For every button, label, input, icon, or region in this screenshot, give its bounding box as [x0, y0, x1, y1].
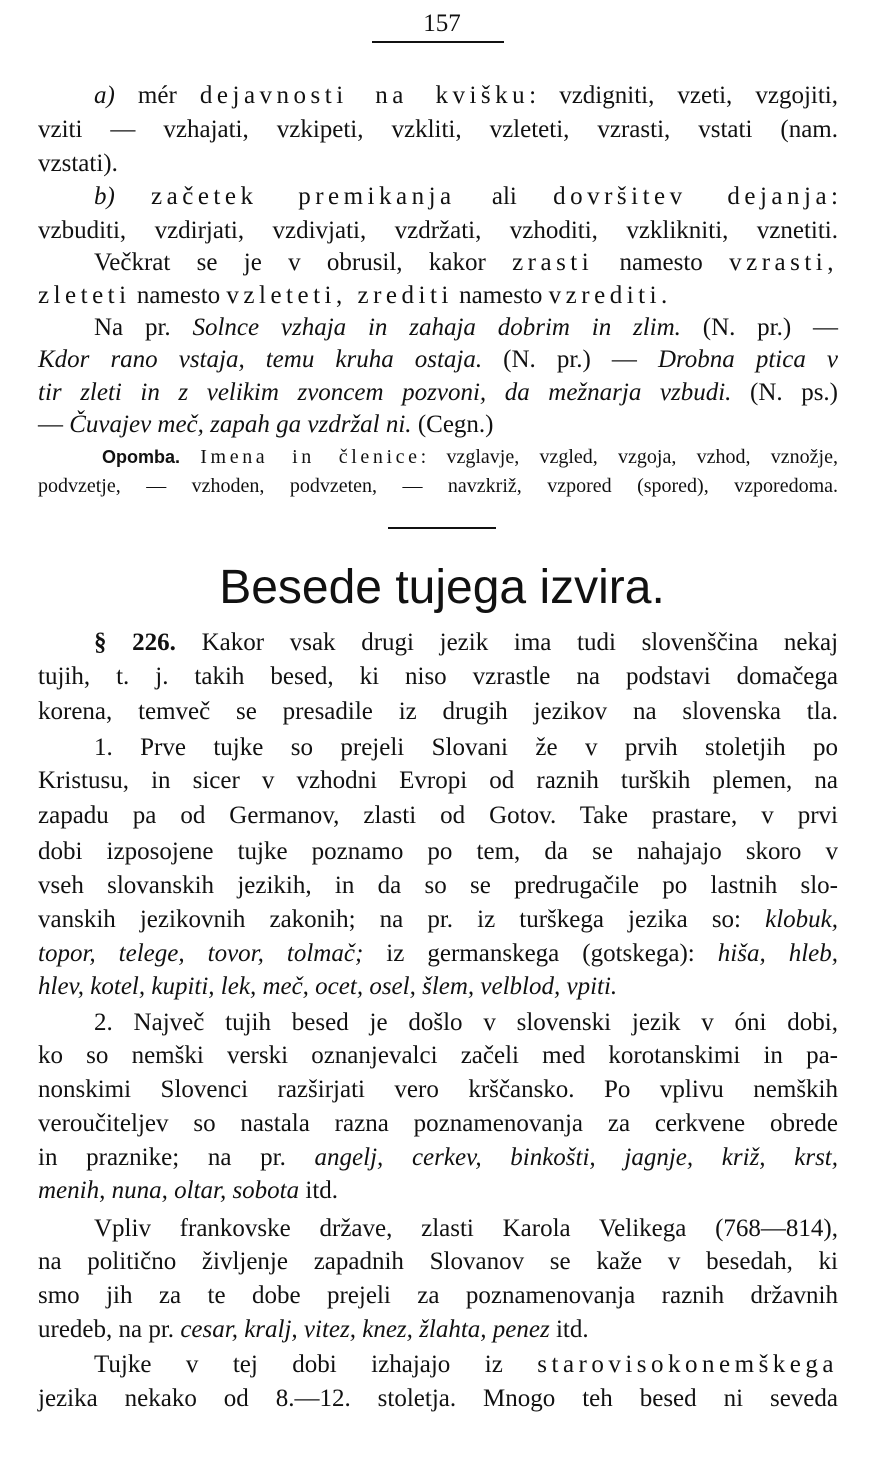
text-run: dobi izposojene tujke poznamo po tem, da se nahajajo skoro v: [38, 838, 838, 865]
text-run: Vpliv frankovske države, zlasti Karola Velikega (768—814),: [94, 1215, 838, 1242]
note-text: podvzetje, — vzhoden, podvzeten, — navzkriž, vzpored (spored), vzporedoma.: [38, 475, 838, 497]
text-line: [38, 904, 838, 936]
text-run: (N. pr.) —: [680, 314, 838, 341]
text-line: [38, 247, 838, 279]
text-run: namesto: [130, 282, 227, 309]
text-run: ko so nemški verski oznanjevalci začeli med korotanskimi in pa-: [38, 1042, 838, 1069]
italic-text: Solnce vzhaja in zahaja dobrim in zlim.: [192, 314, 681, 341]
text-line: [38, 1349, 838, 1381]
italic-text: topor, telege, tovor, tolmač;: [38, 940, 364, 967]
text-line: [38, 312, 838, 344]
text-line: [38, 80, 838, 112]
text-line: [38, 800, 838, 832]
text-line: [38, 661, 838, 693]
text-run: (N. pr.) —: [482, 346, 658, 373]
italic-text: Kdor rano vstaja, temu kruha ostaja.: [38, 346, 483, 373]
text-line: [38, 1175, 838, 1207]
spaced-text: zrasti: [512, 249, 594, 276]
text-line: [38, 627, 838, 659]
text-line: [38, 1280, 838, 1312]
text-run: ali: [455, 183, 554, 210]
italic-text: klobuk,: [765, 906, 838, 933]
text-line: [38, 377, 838, 409]
text-run: na politično življenje zapadnih Slovanov se kaže v besedah, ki: [38, 1248, 838, 1275]
text-line: [38, 1213, 838, 1245]
text-line: [38, 215, 838, 247]
text-run: vanskih jezikovnih zakonih; na pr. iz turškega jezika so:: [38, 906, 766, 933]
text-line: [38, 1040, 838, 1072]
text-run: itd.: [299, 1177, 339, 1204]
text-run: (Cegn.): [411, 411, 494, 438]
text-line: [38, 114, 838, 146]
spaced-text: vzleteti, zrediti: [226, 282, 453, 309]
text-line: [38, 870, 838, 902]
spaced-text: dejavnosti na kvišku: [199, 82, 530, 109]
italic-text: hiša, hleb,: [717, 940, 839, 967]
text-line: [38, 1314, 838, 1346]
text-run: tujih, t. j. takih besed, ki niso vzrastle na podstavi domačega: [38, 663, 838, 690]
text-line: [38, 1246, 838, 1278]
italic-text: angelj, cerkev, binkošti, jagnje, križ, krst,: [314, 1144, 838, 1171]
italic-text: Drobna ptica v: [657, 346, 838, 373]
note-spaced-term: Imena in členice: [200, 446, 421, 468]
page-number-rule: [372, 41, 504, 43]
text-line: [38, 409, 838, 441]
text-line: [38, 971, 838, 1003]
text-run: vseh slovanskih jezikih, in da so se predrugačile po lastnih slo-: [38, 872, 838, 899]
text-run: [115, 183, 151, 210]
text-line: [38, 1108, 838, 1140]
text-run: (N. ps.): [731, 379, 838, 406]
text-line: [38, 1383, 838, 1415]
text-run: korena, temveč se presadile iz drugih jezikov na slovenska tla.: [38, 698, 838, 725]
text-run: Na pr.: [94, 314, 193, 341]
spaced-text: dovršitev dejanja: [553, 183, 832, 210]
italic-text: menih, nuna, oltar, sobota: [38, 1177, 300, 1204]
text-run: vzstati).: [38, 150, 118, 177]
text-line: [38, 1074, 838, 1106]
text-run: Kakor vsak drugi jezik ima tudi slovenščina nekaj: [175, 629, 839, 656]
text-run: 1. Prve tujke so prejeli Slovani že v prvih stoletjih po: [94, 734, 838, 761]
text-line: [38, 765, 838, 797]
text-run: uredeb, na pr.: [38, 1316, 181, 1343]
text-run: Tujke v tej dobi izhajajo iz: [94, 1351, 538, 1378]
text-run: jezika nekako od 8.—12. stoletja. Mnogo teh besed ni seveda: [38, 1385, 838, 1412]
page-number: 157: [423, 10, 461, 37]
text-line: [38, 732, 838, 764]
text-run: Kristusu, in sicer v vzhodni Evropi od raznih turških plemen, na: [38, 767, 838, 794]
text-run: nonskimi Slovenci razširjati vero krščansko. Po vplivu nemških: [38, 1076, 838, 1103]
text-run: vziti — vzhajati, vzkipeti, vzkliti, vzleteti, vzrasti, vstati (nam.: [38, 116, 838, 143]
text-run: mér: [114, 82, 200, 109]
italic-text: b): [94, 183, 115, 210]
spaced-text: vzrediti.: [548, 282, 672, 309]
text-line: [38, 696, 838, 728]
text-run: :: [831, 183, 838, 210]
text-run: veroučiteljev so nastala razna poznamenovanja za cerkvene obrede: [38, 1110, 838, 1137]
text-run: smo jih za te dobe prejeli za poznamenovanja raznih državnih: [38, 1282, 838, 1309]
italic-text: hlev, kotel, kupiti, lek, meč, ocet, osel, šlem, velblod, vpiti.: [38, 973, 618, 1000]
text-run: itd.: [549, 1316, 589, 1343]
section-heading: Besede tujega izvira.: [219, 561, 665, 614]
spaced-text: začetek premikanja: [151, 183, 456, 210]
text-run: zapadu pa od Germanov, zlasti od Gotov. Take prastare, v prvi: [38, 802, 838, 829]
note-line: [38, 473, 838, 499]
note-line: [38, 444, 838, 470]
text-line: [38, 148, 838, 180]
text-run: in praznike; na pr.: [38, 1144, 315, 1171]
text-line: [38, 938, 838, 970]
note-text: : vzglavje, vzgled, vzgoja, vzhod, vznožje,: [420, 446, 838, 468]
text-run: namesto: [593, 249, 730, 276]
italic-text: cesar, kralj, vitez, knez, žlahta, penez: [180, 1316, 550, 1343]
italic-text: a): [94, 82, 115, 109]
text-line: [38, 836, 838, 868]
text-run: namesto: [452, 282, 549, 309]
text-run: : vzdigniti, vzeti, vzgojiti,: [529, 82, 839, 109]
spaced-text: starovisokonemškega: [537, 1351, 838, 1378]
spaced-text: vzrasti,: [729, 249, 838, 276]
section-divider: [388, 527, 496, 529]
text-line: [38, 1142, 838, 1174]
text-line: [38, 181, 838, 213]
text-run: —: [38, 411, 70, 438]
text-run: 2. Največ tujih besed je došlo v slovenski jezik v óni dobi,: [94, 1009, 838, 1036]
text-run: iz germanskega (gotskega):: [363, 940, 718, 967]
text-run: vzbuditi, vzdirjati, vzdivjati, vzdržati, vzhoditi, vzklikniti, vznetiti.: [38, 217, 838, 244]
spaced-text: zleteti: [38, 282, 131, 309]
text-line: [38, 1007, 838, 1039]
note-label: Opomba.: [102, 447, 181, 467]
italic-text: tir zleti in z velikim zvoncem pozvoni, da mežnarja vzbudi.: [38, 379, 732, 406]
text-line: [38, 344, 838, 376]
section-number: § 226.: [94, 629, 176, 656]
text-line: [38, 280, 838, 312]
italic-text: Čuvajev meč, zapah ga vzdržal ni.: [69, 411, 412, 438]
text-run: Večkrat se je v obrusil, kakor: [94, 249, 513, 276]
